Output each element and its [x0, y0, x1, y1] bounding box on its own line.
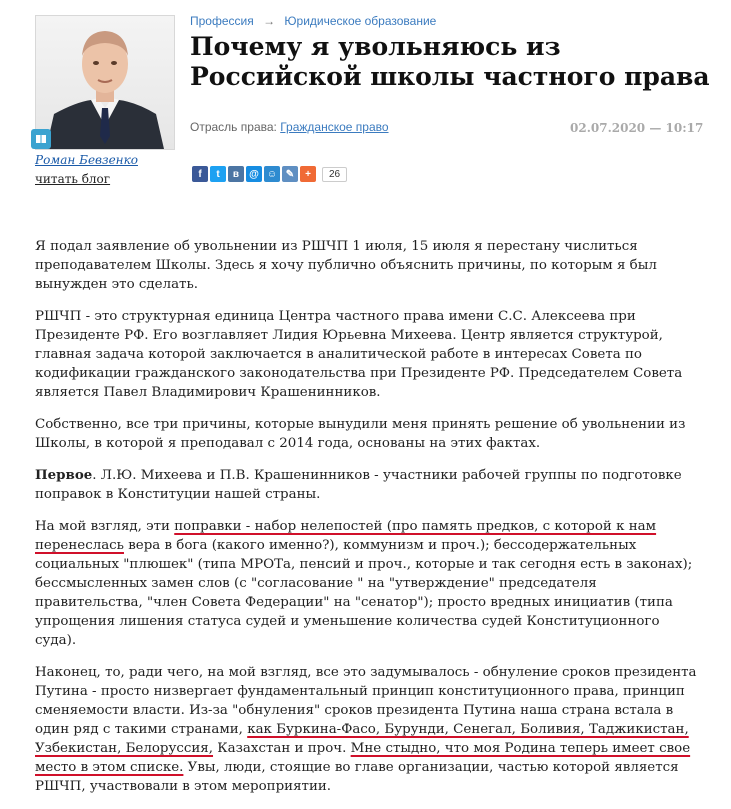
- livejournal-icon[interactable]: ✎: [282, 166, 298, 182]
- author-portrait: [36, 16, 174, 149]
- paragraph-5-underlined: поправки - набор нелепостей (про память предков, с которой к нам перенеслась: [35, 519, 657, 553]
- twitter-icon[interactable]: t: [210, 166, 226, 182]
- share-count: 26: [322, 167, 347, 182]
- paragraph-5-end: вера в бога (какого именно?), коммунизм и проч.); бессодержательных социальных "плюшек" (типа МРОТа, пенсий и проч., которые и так сегодня есть в законах); бессмысленных замен слов (с "согласование " на "утверждение" председателя правительства, "член Совета Федерации" на "сенатор"); просто вредных инициатив (типа упрощения лишения статуса судей и уменьшение количества судей Конституционного суда).: [35, 538, 693, 648]
- paragraph-6-end: Увы, люди, стоящие во главе организации, частью которой является РШЧП, участвовали в этом мероприятии.: [35, 760, 679, 794]
- odnoklassniki-icon[interactable]: ☺: [264, 166, 280, 182]
- breadcrumb: [190, 14, 436, 28]
- breadcrumb-item-legal-education[interactable]: Юридическое образование: [284, 14, 437, 28]
- paragraph-6: [35, 663, 703, 796]
- paragraph-5-start: На мой взгляд, эти: [35, 519, 175, 534]
- read-blog-link[interactable]: читать блог: [35, 172, 111, 186]
- book-icon: [34, 132, 48, 146]
- paragraph-1: Я подал заявление об увольнении из РШЧП 1 июля, 15 июля я перестану числиться преподавателем Школы. Здесь я хочу публично объяснить причины, по которым я был вынужден это сделать.: [35, 239, 657, 292]
- mail-icon[interactable]: @: [246, 166, 262, 182]
- paragraph-6-middle: Казахстан и проч.: [213, 741, 351, 756]
- breadcrumb-separator: →: [263, 14, 276, 28]
- paragraph-4-text: . Л.Ю. Михеева и П.В. Крашенинников - участники рабочей группы по подготовке поправок в Конституции нашей страны.: [35, 468, 682, 502]
- law-field-label: Отрасль права:: [190, 120, 277, 134]
- paragraph-4-bold: Первое: [35, 467, 93, 483]
- article-title: Почему я увольняюсь из Российской школы частного права: [190, 32, 710, 91]
- article-body: [35, 237, 703, 809]
- paragraph-3: Собственно, все три причины, которые вынудили меня принять решение об увольнении из Школы, в которой я преподавал с 2014 года, основаны на этих фактах.: [35, 417, 686, 451]
- paragraph-6-underlined-shame: Мне стыдно, что моя Родина теперь имеет свое место в этом списке.: [35, 741, 691, 775]
- vk-icon[interactable]: в: [228, 166, 244, 182]
- paragraph-5: [35, 517, 703, 650]
- law-field-link[interactable]: Гражданское право: [280, 120, 389, 134]
- publish-date: 02.07.2020 — 10:17: [570, 121, 704, 135]
- breadcrumb-item-profession[interactable]: Профессия: [190, 14, 254, 28]
- paragraph-6-underlined-countries: как Буркина-Фасо, Бурунди, Сенегал, Боливия, Таджикистан, Узбекистан, Белоруссия,: [35, 722, 689, 756]
- blog-icon[interactable]: [31, 129, 51, 149]
- paragraph-4: [35, 466, 703, 504]
- facebook-icon[interactable]: f: [192, 166, 208, 182]
- plus-icon[interactable]: +: [300, 166, 316, 182]
- share-bar: [192, 166, 347, 182]
- paragraph-6-start: Наконец, то, ради чего, на мой взгляд, все это задумывалось - обнуление сроков президента Путина - просто низвергает фундаментальный принцип конституционного права, принцип сменяемости власти. Из-за "обнуления" сроков президента Путина наша страна встала в один ряд с такими странами,: [35, 665, 697, 737]
- author-name-link[interactable]: Роман Бевзенко: [35, 153, 138, 167]
- paragraph-2: РШЧП - это структурная единица Центра частного права имени С.С. Алексеева при Президенте РФ. Его возглавляет Лидия Юрьевна Михеева. Центр является структурой, главная задача которой заключается в аналитической работе в интересах Совета по кодификации гражданского законодательства при Президенте РФ. Председателем Совета является Павел Владимирович Крашенинников.: [35, 309, 683, 400]
- author-photo[interactable]: [35, 15, 175, 150]
- law-field: [190, 120, 389, 134]
